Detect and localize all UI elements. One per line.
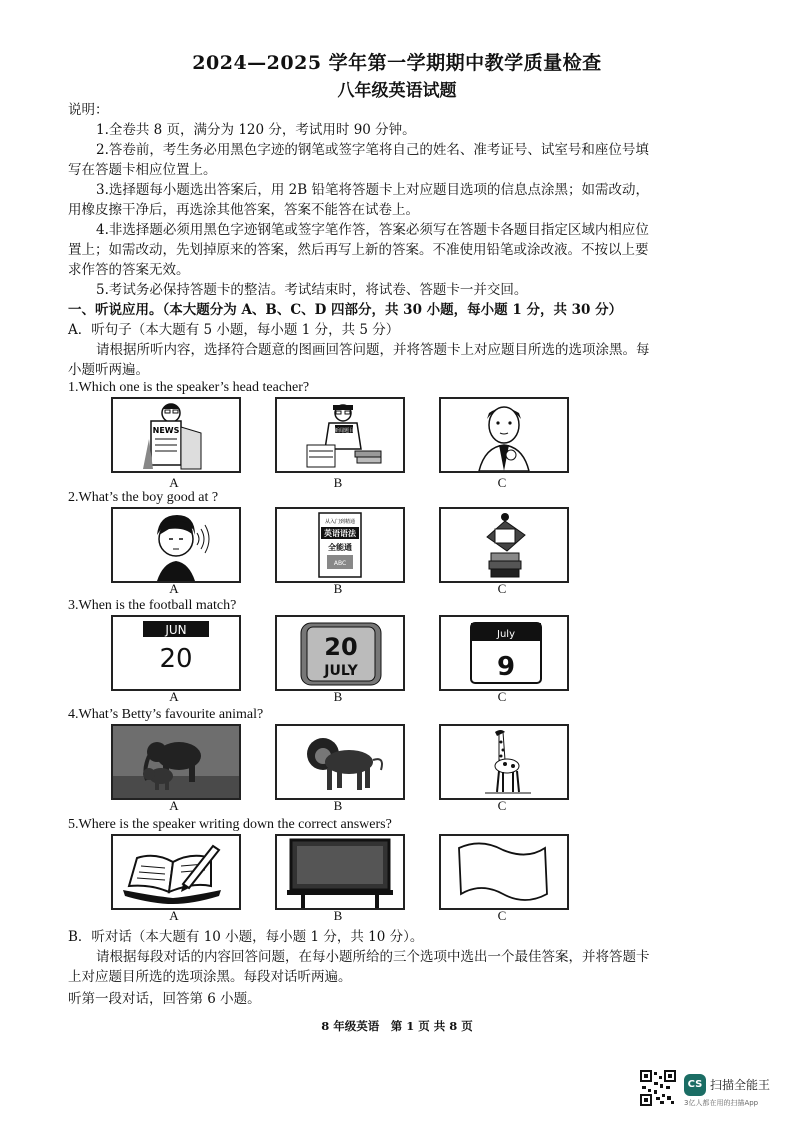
q1-option-a-image (111, 397, 241, 473)
exam-title: 2024—2025 学年第一学期期中教学质量检查 (192, 52, 602, 74)
qr-code-icon (640, 1070, 676, 1106)
instruction-line-7: 置上；如需改动，先划掉原来的答案，然后再写上新的答案。不准使用铅笔或涂改液。不按以上要 (68, 242, 649, 258)
instruction-line-8: 求作答的答案无效。 (68, 262, 190, 278)
camscanner-tagline: 3亿人都在用的扫描App (684, 1099, 759, 1107)
q3a-month: JUN (165, 623, 187, 637)
q3c-day: 9 (496, 652, 516, 682)
question-5: 5.Where is the speaker writing down the correct answers? (68, 817, 392, 832)
question-3: 3.When is the football match? (68, 598, 237, 613)
partA-heading: A．听句子（本大题有 5 小题，每小题 1 分，共 5 分） (68, 322, 400, 338)
q3-label-a: A (169, 689, 179, 704)
q1-label-c: C (497, 475, 507, 490)
q3c-month: July (497, 629, 515, 640)
q1a-newspaper-text: NEWS (152, 426, 180, 435)
q2b-book-line2: 英语语法 (324, 529, 356, 538)
q2b-book-line1: 从入门到精通 (324, 519, 356, 525)
partA-instruction-1: 请根据所听内容，选择符合题意的图画回答问题，并将答题卡上对应题目所选的选项涂黑。每 (96, 342, 650, 358)
q1b-sign-text: 新闻题目 (333, 428, 355, 434)
q3-option-b-image (275, 615, 405, 691)
q4-option-b-image (275, 724, 405, 800)
instruction-line-1: 1.全卷共 8 页，满分为 120 分，考试用时 90 分钟。 (96, 122, 416, 138)
q2b-book-line3: 全能通 (328, 543, 352, 552)
q3-option-c-image (439, 615, 569, 691)
q5-label-c: C (497, 908, 507, 923)
q4-label-c: C (497, 798, 507, 813)
q1-option-c-image (439, 397, 569, 473)
q2-label-a: A (169, 581, 179, 596)
q3-label-b: B (333, 689, 343, 704)
q4-option-a-image (111, 724, 241, 800)
partA-instruction-2: 小题听两遍。 (68, 362, 149, 378)
q5-option-b-image (275, 834, 405, 910)
instruction-line-2: 2.答卷前，考生务必用黑色字迹的钢笔或签字笔将自己的姓名、准考证号、试室号和座位号填 (96, 142, 649, 158)
instruction-line-3: 写在答题卡相应位置上。 (68, 162, 217, 178)
q3-label-c: C (497, 689, 507, 704)
q4-label-b: B (333, 798, 343, 813)
instruction-line-5: 用橡皮擦干净后，再选涂其他答案，答案不能答在试卷上。 (68, 202, 419, 218)
partB-instruction-1: 请根据每段对话的内容回答问题，在每小题所给的三个选项中选出一个最佳答案，并将答题卡 (96, 949, 650, 965)
q2-label-b: B (333, 581, 343, 596)
q3-option-a-image (111, 615, 241, 691)
partB-first-dialogue: 听第一段对话，回答第 6 小题。 (68, 991, 261, 1007)
q5-label-a: A (169, 908, 179, 923)
q5-option-c-image (439, 834, 569, 910)
question-2: 2.What’s the boy good at ? (68, 490, 219, 505)
instruction-line-4: 3.选择题每小题选出答案后，用 2B 铅笔将答题卡上对应题目选项的信息点涂黑；如需改动， (96, 182, 649, 198)
camscanner-name: 扫描全能王 (710, 1078, 771, 1092)
q2b-book-line4: ABC (333, 560, 347, 567)
q1-label-a: A (169, 475, 179, 490)
q5-option-a-image (111, 834, 241, 910)
q5-label-b: B (333, 908, 343, 923)
page-footer: 8 年级英语 第 1 页 共 8 页 (321, 1019, 473, 1033)
q4-option-c-image (439, 724, 569, 800)
q3b-month: JULY (324, 663, 358, 679)
scanner-watermark (640, 1070, 790, 1114)
instruction-line-9: 5.考试务必保持答题卡的整洁。考试结束时，将试卷、答题卡一并交回。 (96, 282, 528, 298)
q1-label-b: B (333, 475, 343, 490)
q4-label-a: A (169, 798, 179, 813)
exam-subtitle: 八年级英语试题 (337, 81, 457, 101)
instructions-heading: 说明： (68, 102, 109, 118)
q2-label-c: C (497, 581, 507, 596)
q2-option-b-image (275, 507, 405, 583)
question-1: 1.Which one is the speaker’s head teacher? (68, 380, 310, 395)
q2-option-c-image (439, 507, 569, 583)
camscanner-logo: CS (684, 1074, 706, 1096)
instruction-line-6: 4.非选择题必须用黑色字迹钢笔或签字笔作答，答案必须写在答题卡各题目指定区域内相应位 (96, 222, 649, 238)
section1-heading: 一、听说应用。（本大题分为 A、B、C、D 四部分，共 30 小题，每小题 1 分，共 30 分） (68, 302, 623, 318)
q3b-day: 20 (324, 633, 358, 661)
q3a-day: 20 (159, 644, 193, 674)
partB-instruction-2: 上对应题目所选的选项涂黑。每段对话听两遍。 (68, 969, 352, 985)
q2-option-a-image (111, 507, 241, 583)
partB-heading: B．听对话（本大题有 10 小题，每小题 1 分，共 10 分）。 (68, 929, 424, 945)
q1-option-b-image (275, 397, 405, 473)
question-4: 4.What’s Betty’s favourite animal? (68, 707, 264, 722)
